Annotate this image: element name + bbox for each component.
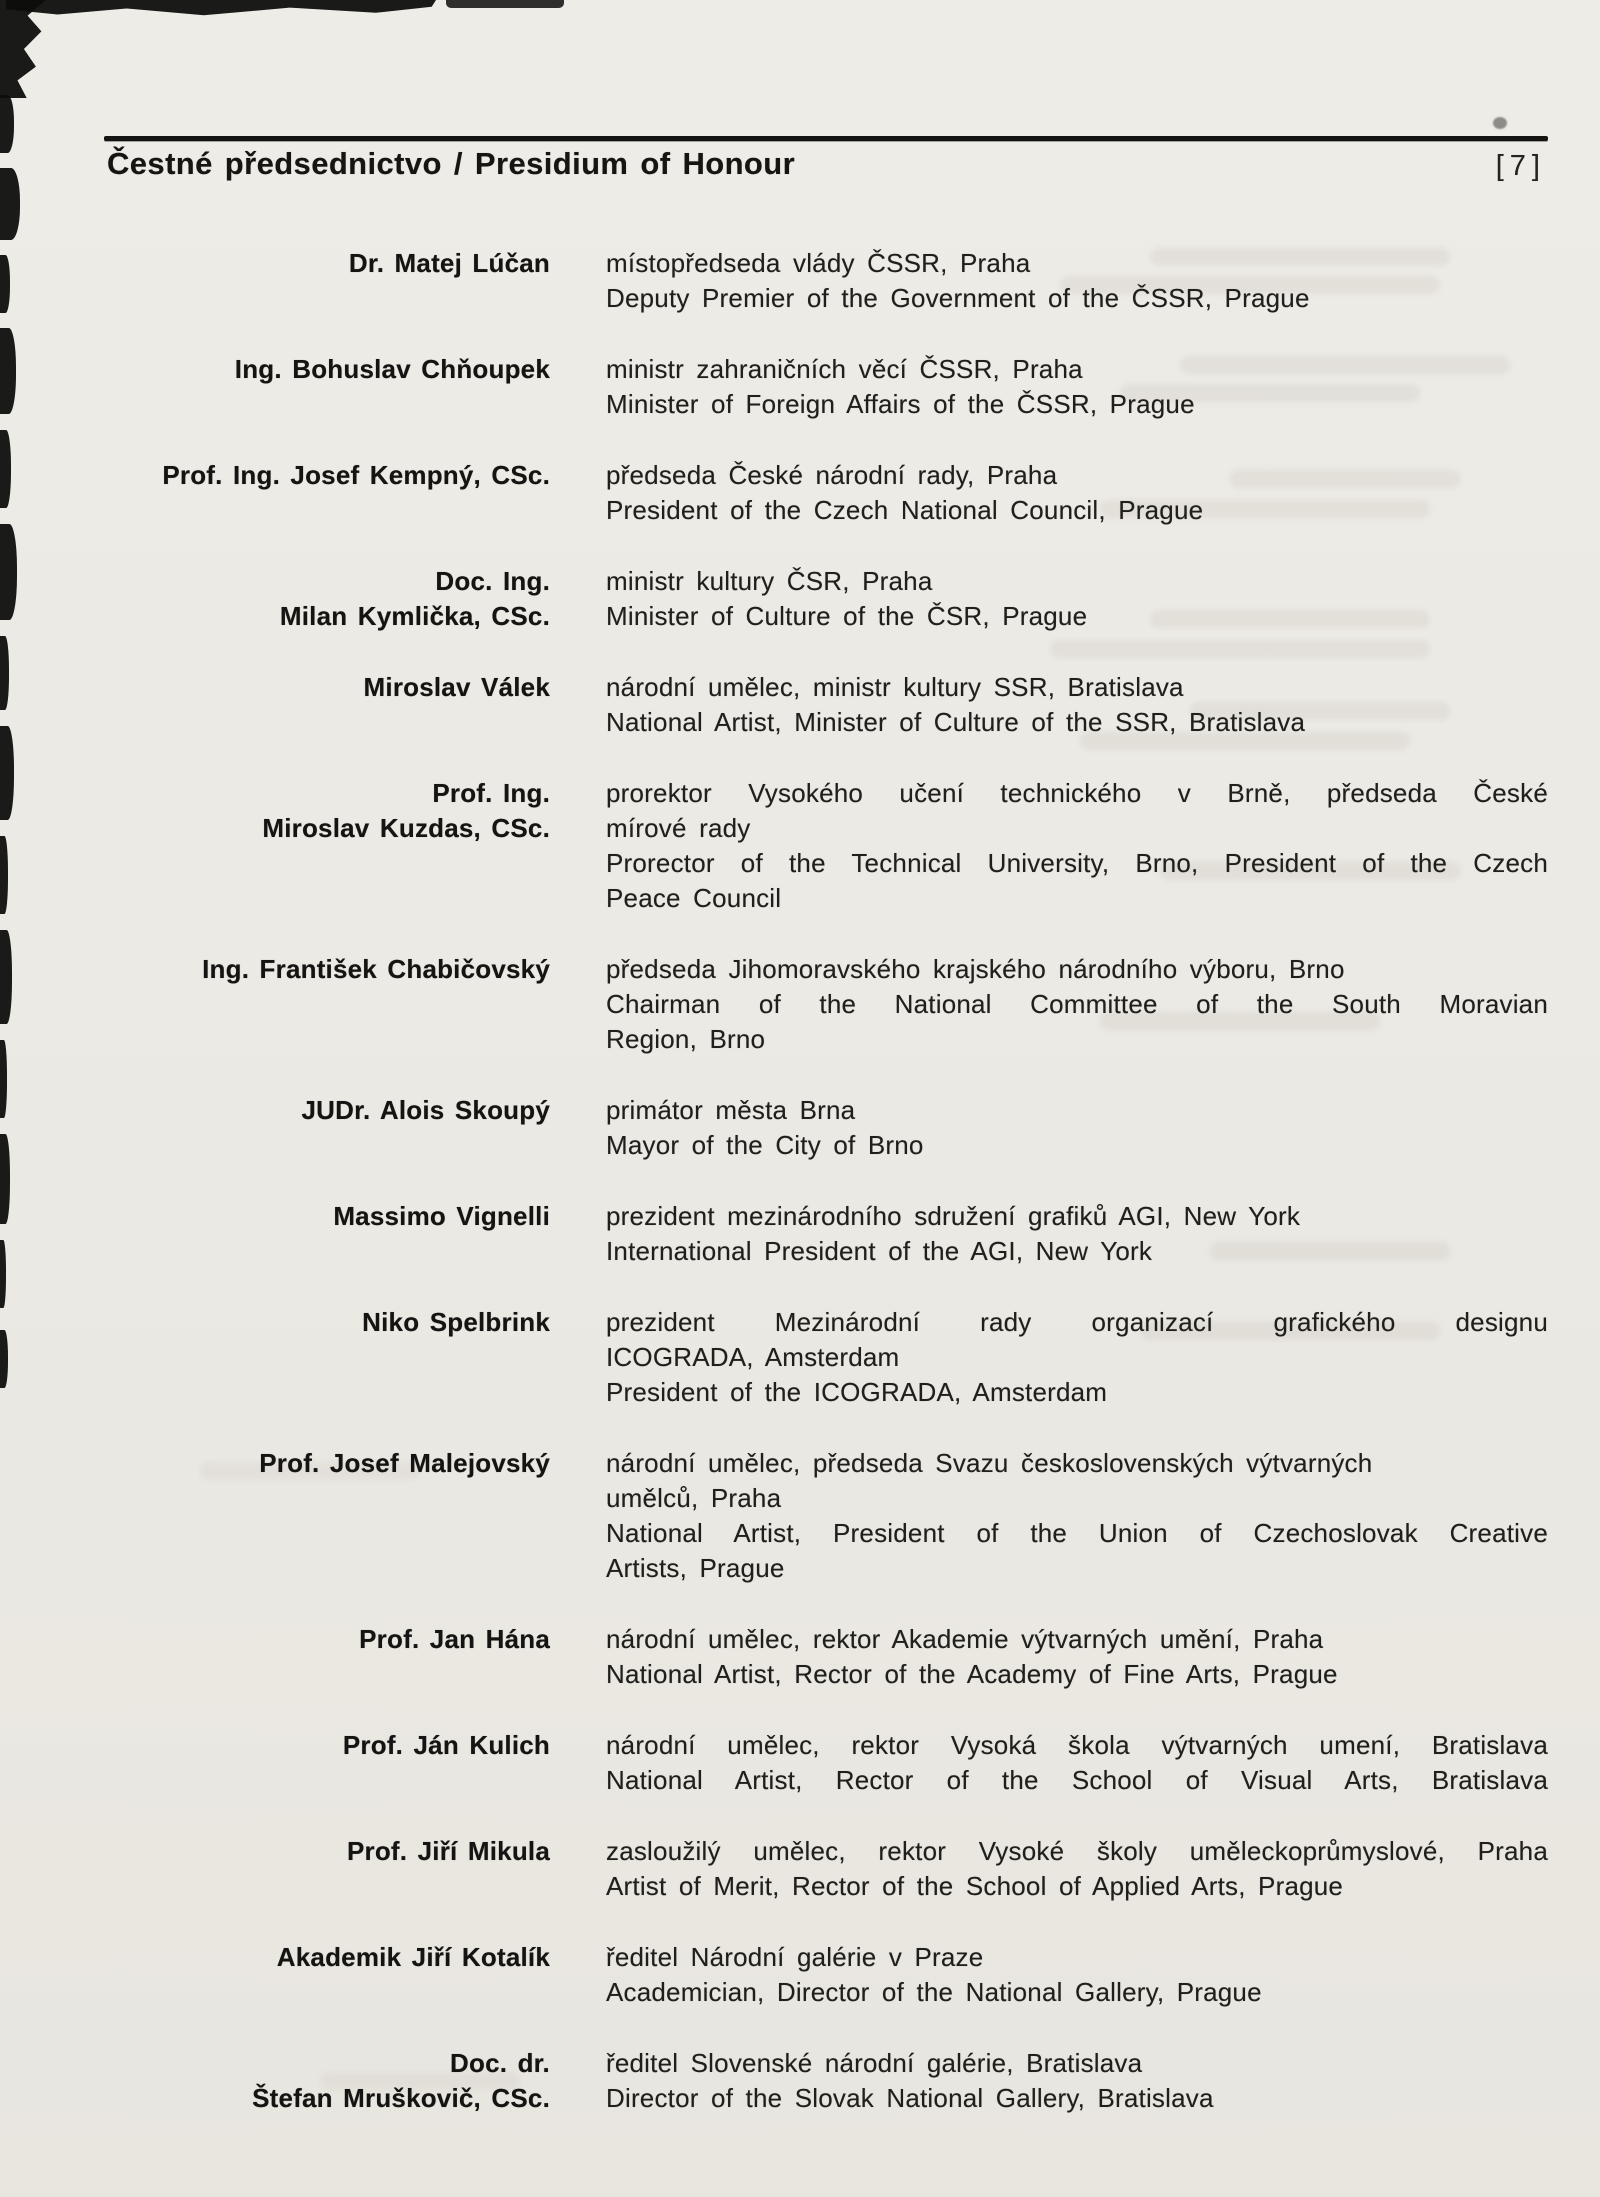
scan-artifact <box>0 636 9 710</box>
honoree-name-line: Prof. Ján Kulich <box>342 1730 550 1760</box>
description-line: ICOGRADA, Amsterdam <box>606 1342 900 1372</box>
description-line: Academician, Director of the National Gallery, Prague <box>606 1977 1262 2007</box>
entries-list <box>105 246 1548 2152</box>
honoree-name <box>105 952 550 987</box>
description-line: Minister of Culture of the ČSR, Prague <box>606 601 1088 631</box>
scan-artifact <box>0 255 10 313</box>
honoree-description <box>606 1199 1548 1269</box>
description-line: ředitel Národní galérie v Praze <box>606 1942 984 1972</box>
honour-entry <box>105 564 1548 634</box>
honoree-name-line: Milan Kymlička, CSc. <box>279 601 550 631</box>
honoree-name-line: Prof. Ing. Josef Kempný, CSc. <box>162 460 550 490</box>
honoree-name-line: Prof. Ing. <box>432 778 550 808</box>
page-title: Čestné předsednictvo / Presidium of Honour <box>107 146 796 181</box>
description-line: národní umělec, rektor Akademie výtvarných umění, Praha <box>606 1624 1324 1654</box>
description-line: umělců, Praha <box>606 1483 782 1513</box>
description-line: International President of the AGI, New York <box>606 1236 1153 1266</box>
honour-entry <box>105 1834 1548 1904</box>
honoree-name-line: Prof. Jiří Mikula <box>346 1836 550 1866</box>
honoree-name <box>105 564 550 634</box>
page-number: [7] <box>1495 150 1546 182</box>
description-line: prezident Mezinárodní rady organizací grafického designu <box>606 1307 1548 1337</box>
honour-entry <box>105 352 1548 422</box>
honoree-description <box>606 1093 1548 1163</box>
honoree-description <box>606 458 1548 528</box>
honoree-name-line: Štefan Mruškovič, CSc. <box>252 2083 550 2113</box>
description-line: National Artist, Rector of the Academy of Fine Arts, Prague <box>606 1659 1338 1689</box>
honour-entry <box>105 1728 1548 1798</box>
description-line: ministr zahraničních věcí ČSSR, Praha <box>606 354 1083 384</box>
description-line: ředitel Slovenské národní galérie, Bratislava <box>606 2048 1143 2078</box>
description-line: Prorector of the Technical University, Brno, President of the Czech <box>606 848 1548 878</box>
honoree-name-line: Doc. dr. <box>450 2048 550 2078</box>
honoree-description <box>606 1940 1548 2010</box>
honoree-description <box>606 564 1548 634</box>
honoree-name <box>105 458 550 493</box>
honour-entry <box>105 952 1548 1057</box>
honour-entry <box>105 2046 1548 2116</box>
honoree-name <box>105 246 550 281</box>
honoree-name-line: Miroslav Kuzdas, CSc. <box>262 813 550 843</box>
honour-entry <box>105 670 1548 740</box>
description-line: prezident mezinárodního sdružení grafiků AGI, New York <box>606 1201 1301 1231</box>
honoree-name <box>105 1305 550 1340</box>
honoree-name <box>105 2046 550 2116</box>
honour-entry <box>105 1305 1548 1410</box>
description-line: zasloužilý umělec, rektor Vysoké školy uměleckoprůmyslové, Praha <box>606 1836 1548 1866</box>
honoree-name-line: Prof. Jan Hána <box>359 1624 550 1654</box>
honoree-description <box>606 246 1548 316</box>
scan-artifact <box>0 95 14 153</box>
honoree-description <box>606 776 1548 916</box>
honoree-name <box>105 776 550 846</box>
description-line: ministr kultury ČSR, Praha <box>606 566 933 596</box>
honoree-description <box>606 1834 1548 1904</box>
honoree-description <box>606 1728 1548 1798</box>
scan-artifact <box>0 430 11 508</box>
scan-artifact <box>0 1330 8 1388</box>
scan-artifact <box>0 0 46 98</box>
scan-artifact <box>0 726 14 820</box>
description-line: Director of the Slovak National Gallery, Bratislava <box>606 2083 1214 2113</box>
description-line: Peace Council <box>606 883 782 913</box>
description-line: Region, Brno <box>606 1024 766 1054</box>
description-line: národní umělec, rektor Vysoká škola výtvarných umení, Bratislava <box>606 1730 1548 1760</box>
description-line: Mayor of the City of Brno <box>606 1130 924 1160</box>
description-line: předseda Jihomoravského krajského národního výboru, Brno <box>606 954 1345 984</box>
description-line: President of the ICOGRADA, Amsterdam <box>606 1377 1108 1407</box>
description-line: národní umělec, ministr kultury SSR, Bratislava <box>606 672 1184 702</box>
honoree-description <box>606 670 1548 740</box>
honoree-description <box>606 1305 1548 1410</box>
honour-entry <box>105 1446 1548 1586</box>
honoree-name <box>105 670 550 705</box>
scan-artifact <box>0 168 20 240</box>
description-line: Chairman of the National Committee of the South Moravian <box>606 989 1548 1019</box>
honoree-name <box>105 1093 550 1128</box>
honoree-name <box>105 352 550 387</box>
description-line: předseda České národní rady, Praha <box>606 460 1058 490</box>
honoree-name <box>105 1199 550 1234</box>
description-line: Artist of Merit, Rector of the School of Applied Arts, Prague <box>606 1871 1344 1901</box>
honoree-description <box>606 1446 1548 1586</box>
honoree-name <box>105 1834 550 1869</box>
honoree-description <box>606 352 1548 422</box>
description-line: národní umělec, předseda Svazu československých výtvarných <box>606 1448 1373 1478</box>
scan-artifact <box>0 836 8 914</box>
honour-entry <box>105 1622 1548 1692</box>
honoree-name-line: Niko Spelbrink <box>362 1307 550 1337</box>
honoree-name-line: Ing. František Chabičovský <box>202 954 550 984</box>
scan-artifact <box>0 1040 7 1118</box>
scan-artifact <box>0 930 12 1024</box>
honoree-name-line: Prof. Josef Malejovský <box>259 1448 550 1478</box>
honoree-name <box>105 1940 550 1975</box>
scan-artifact <box>446 0 564 8</box>
honoree-name-line: JUDr. Alois Skoupý <box>301 1095 550 1125</box>
description-line: Deputy Premier of the Government of the ČSSR, Prague <box>606 283 1310 313</box>
dot-artifact <box>1493 117 1507 129</box>
description-line: President of the Czech National Council, Prague <box>606 495 1204 525</box>
honour-entry <box>105 776 1548 916</box>
scan-artifact <box>0 328 16 414</box>
scan-artifact <box>0 1134 10 1224</box>
description-line: prorektor Vysokého učení technického v Brně, předseda České <box>606 778 1548 808</box>
honour-entry <box>105 1093 1548 1163</box>
honoree-name <box>105 1622 550 1657</box>
scan-artifact <box>6 0 436 17</box>
honoree-name-line: Massimo Vignelli <box>333 1201 550 1231</box>
honour-entry <box>105 1940 1548 2010</box>
honoree-name-line: Ing. Bohuslav Chňoupek <box>234 354 550 384</box>
description-line: Artists, Prague <box>606 1553 785 1583</box>
honoree-description <box>606 1622 1548 1692</box>
honour-entry <box>105 1199 1548 1269</box>
honoree-description <box>606 2046 1548 2116</box>
honoree-name-line: Miroslav Válek <box>363 672 550 702</box>
header-rule <box>104 136 1548 141</box>
honoree-name-line: Akademik Jiří Kotalík <box>276 1942 550 1972</box>
honoree-name-line: Dr. Matej Lúčan <box>348 248 550 278</box>
description-line: National Artist, Minister of Culture of the SSR, Bratislava <box>606 707 1306 737</box>
description-line: mírové rady <box>606 813 751 843</box>
honour-entry <box>105 246 1548 316</box>
honoree-name-line: Doc. Ing. <box>435 566 550 596</box>
scan-artifact <box>0 524 17 620</box>
description-line: místopředseda vlády ČSSR, Praha <box>606 248 1031 278</box>
honoree-name <box>105 1446 550 1481</box>
honoree-name <box>105 1728 550 1763</box>
description-line: National Artist, Rector of the School of Visual Arts, Bratislava <box>606 1765 1548 1795</box>
description-line: Minister of Foreign Affairs of the ČSSR, Prague <box>606 389 1195 419</box>
honour-entry <box>105 458 1548 528</box>
description-line: National Artist, President of the Union of Czechoslovak Creative <box>606 1518 1548 1548</box>
description-line: primátor města Brna <box>606 1095 856 1125</box>
honoree-description <box>606 952 1548 1057</box>
scan-artifact <box>0 1240 6 1308</box>
